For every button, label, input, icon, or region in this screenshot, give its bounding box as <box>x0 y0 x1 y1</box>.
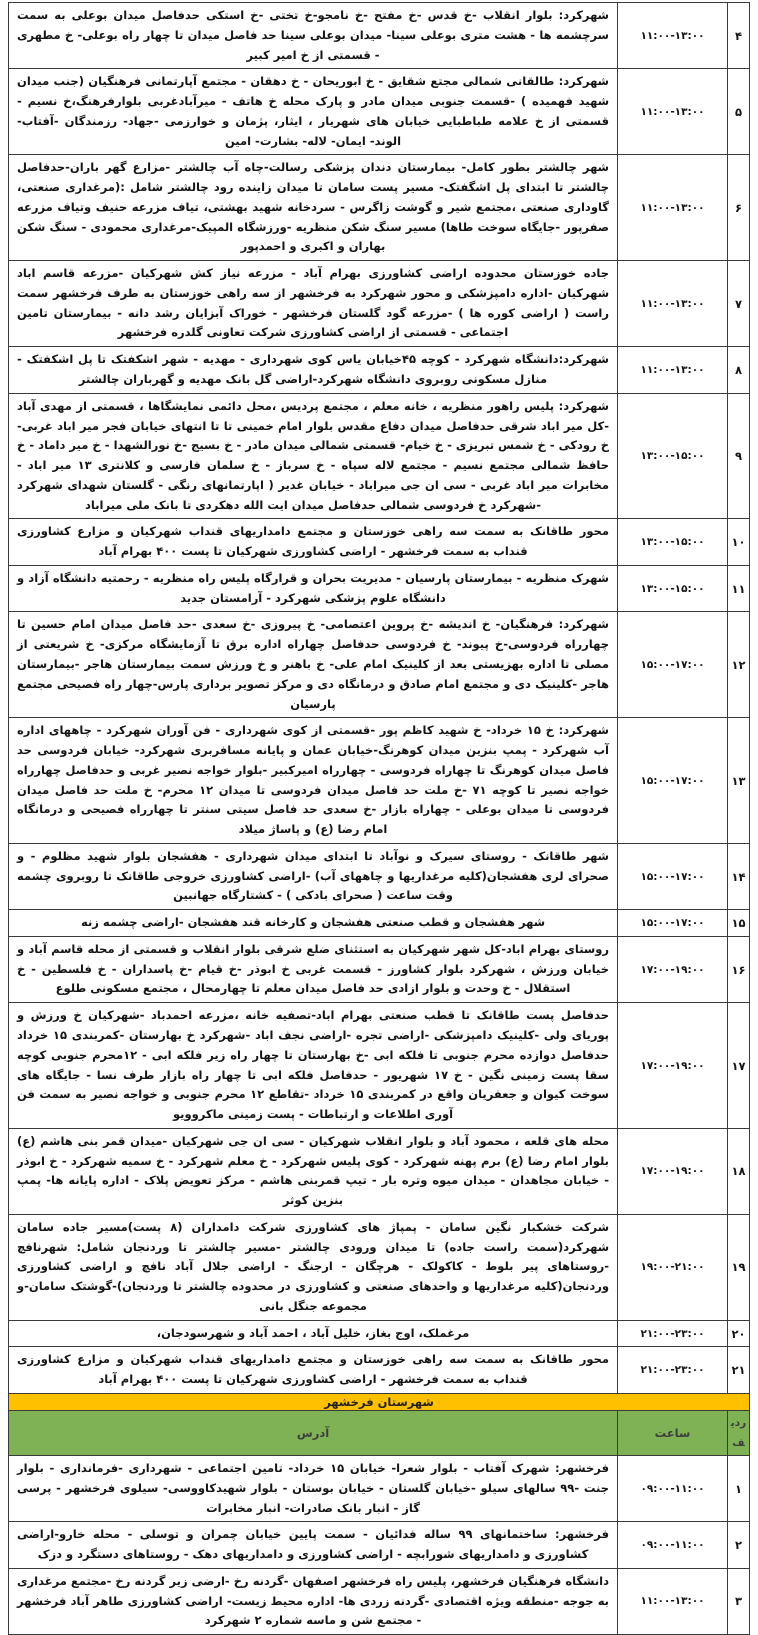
table-row <box>9 843 750 909</box>
row-number-cell: ۱۵ <box>728 910 750 937</box>
row-number-cell: ۱۹ <box>728 1214 750 1320</box>
time-cell: ۰۹:۰۰-۱۱:۰۰ <box>618 1522 728 1569</box>
address-cell: حدفاصل پست طاقانک تا قطب صنعتی بهرام اباد-تصفیه خانه ،مزرعه احمدباد -شهرکیان خ ورزش و پوریای ولی -کلینیک دامپزشکی -اراضی تجره -اراضی نجف اباد -شهرکرد خ بهارستان -کمربندی ۱۵ خرداد حدفاصل دوازده محرم جنوبی تا فلکه ابی -خ بهارستان تا چهار راه زیر فلکه ابی - ۱۲محرم جنوبی کوچه سقا پست زمینی نگین - خ ۱۷ شهریور - حدفاصل فلکه ابی تا چهار راه بازار طرف نسا - جایگاه های سوخت کیوان و جعفریان واقع در کمربندی ۱۵ خرداد -تقاطع ۱۲ محرم جنوبی و خواجه نصیر به سمت فن آوری اطلاعات و ارتباطات - پست زمینی ماکروویو <box>9 1003 618 1129</box>
section-band-row <box>9 1394 750 1411</box>
time-cell: ۱۵:۰۰-۱۷:۰۰ <box>618 718 728 844</box>
time-cell: ۱۱:۰۰-۱۳:۰۰ <box>618 3 728 69</box>
time-cell: ۱۱:۰۰-۱۳:۰۰ <box>618 261 728 347</box>
time-cell: ۰۹:۰۰-۱۱:۰۰ <box>618 1456 728 1522</box>
row-number-cell: ۱۴ <box>728 843 750 909</box>
time-cell: ۱۳:۰۰-۱۵:۰۰ <box>618 565 728 612</box>
address-cell: شهرکرد: پلیس راهور منظریه ، خانه معلم ، مجتمع پردیس ،محل دائمی نمایشگاها ، قسمتی از مهدی آباد -کل میر اباد شرقی حدفاصل میدان دفاع مقدس بلوار امام خمینی تا تا انتهای خیابان فجر میر اباد غربی-خ رودکی - خ شمس تبریزی - خ خیام- قسمتی شمالی میدان مادر - خ بسیج -خ نورالشهدا - خ میر داماد - خ حافظ شمالی مجتمع نسیم - مجتمع لاله سپاه - خ سرباز - خ سلمان فارسی و کلانتری ۱۳ میر اباد - مخابرات میر اباد غربی - سی ان جی میراباد - خیابان غدیر ( اپارتمانهای رنگی - گلستان شهدای شهرکرد -شهرکرد خ فردوسی شمالی حدفاصل میدان ایت الله دهکردی تا بانک ملی میراباد <box>9 393 618 519</box>
time-cell: ۱۳:۰۰-۱۵:۰۰ <box>618 519 728 566</box>
address-cell: شهرکرد: طالقانی شمالی مجتع شقایق - خ ابوریحان - خ دهقان - مجتمع آپارتمانی فرهنگیان (جنب میدان شهید فهمیده ) -قسمت جنوبی میدان مادر و پارک محله خ هاتف - میرآبادغربی بلوارفرهنگ،خ نسیم - قسمتی از خ علامه طباطبایی خیابان های شهریار ، ایثار، پژمان و خوارزمی -جهاد- رزمندگان -آفتاب- الوند- ایمان- لاله- بشارت- امین <box>9 69 618 155</box>
table-row <box>9 1214 750 1320</box>
row-number-cell: ۱۲ <box>728 612 750 718</box>
row-number-cell: ۲ <box>728 1522 750 1569</box>
table-row <box>9 565 750 612</box>
address-cell: شهرکرد: فرهنگیان- خ اندیشه -خ پروین اعتصامی- خ پیروزی -خ سعدی -حد فاصل میدان امام حسین تا چهارراه فردوسی-خ پیوند- خ فردوسی حدفاصل چهاراه اداره برق تا آزمایشگاه مرکزی- خ شریعتی از مصلی تا اداره بهزیستی بعد از کلینیک امام علی- خ باهنر و خ ورزش سمت بیمارستان هاجر -بیمارستان هاجر -کلینیک دی و مجتمع امام صادق و درمانگاه دی و مرکز تصویر برداری پارس-چهار راه فصیحی مجتمع پارسیان <box>9 612 618 718</box>
table-row <box>9 1456 750 1522</box>
row-number-cell: ۱۸ <box>728 1128 750 1214</box>
table-row <box>9 393 750 519</box>
row-number-cell: ۳ <box>728 1568 750 1634</box>
address-cell: مرغملک، اوج بغاز، خلیل آباد ، احمد آباد و شهرسودجان، <box>9 1320 618 1347</box>
shahrekord-section <box>9 3 750 1394</box>
time-cell: ۱۱:۰۰-۱۳:۰۰ <box>618 69 728 155</box>
address-cell: فرخشهر: ساختمانهای ۹۹ ساله فدائیان - سمت پایین خیابان چمران و توسلی - محله خارو-اراضی کشاورزی و دامداریهای شورابچه - اراضی کشاورزی و دامداریهای دهک - روستاهای دستگرد و دزک <box>9 1522 618 1569</box>
table-row <box>9 69 750 155</box>
farrokhshahr-section <box>9 1456 750 1635</box>
address-cell: شهرک منظریه - بیمارستان پارسیان - مدیریت بحران و قرارگاه پلیس راه منظریه - رحمتیه دانشگاه آزاد و دانشگاه علوم پزشکی شهرکرد - آرامستان جدید <box>9 565 618 612</box>
row-number-cell: ۱۷ <box>728 1003 750 1129</box>
address-cell: محور طاقانک به سمت سه راهی خوزستان و مجتمع دامداریهای قنداب شهرکیان و مزارع کشاورزی قنداب به سمت فرخشهر - اراضی کشاورزی شهرکیان تا پست ۴۰۰ بهرام آباد <box>9 519 618 566</box>
row-number-cell: ۱ <box>728 1456 750 1522</box>
table-row <box>9 1347 750 1394</box>
address-cell: شهرکرد: خ ۱۵ خرداد- خ شهید کاظم پور -قسمتی از کوی شهرداری - فن آوران شهرکرد - چاههای اداره آب شهرکرد - پمپ بنزین میدان کوهرنگ-خیابان عمان و پایانه مسافربری شهرکرد- خیابان فردوسی حد فاصل میدان کوهرنگ تا چهاراه فردوسی - چهارراه امیرکبیر -بلوار خواجه نصیر غربی و حدفاصل چهارراه خواجه نصیر تا کوچه ۷۱ -خ ملت حد فاصل میدان فردوسی تا میدان ۱۲ محرم- خ ملت حد فاصل میدان فردوسی تا میدان بوعلی - چهاراه بازار -خ سعدی حد فاصل سیتی سنتر تا چهارراه فصیحی و درمانگاه امام رضا (ع) و پاساژ میلاد <box>9 718 618 844</box>
time-cell: ۱۷:۰۰-۱۹:۰۰ <box>618 1128 728 1214</box>
row-number-cell: ۱۳ <box>728 718 750 844</box>
row-number-cell: ۶ <box>728 155 750 261</box>
address-cell: جاده خوزستان محدوده اراضی کشاورزی بهرام آباد - مزرعه نیاز کش شهرکیان -مزرعه قاسم اباد شهرکیان -اداره دامپزشکی و محور شهرکرد به فرخشهر از سه راهی خوزستان به طرف فرخشهر سمت راست ( اراضی کوره ها ) -مزرعه گود گلستان فرخشهر - خوراک آبزایان رشد دانه - بیمارستان تامین اجتماعی - قسمتی از اراضی کشاورزی شرکت تعاونی گلدره فرخشهر <box>9 261 618 347</box>
row-number-cell: ۸ <box>728 347 750 394</box>
time-cell: ۱۳:۰۰-۱۵:۰۰ <box>618 393 728 519</box>
address-cell: شهر طاقانک - روستای سیرک و نوآباد تا ابتدای میدان شهرداری - هفشجان بلوار شهید مظلوم - و صحرای لری هفشجان(کلیه مرغداریها و چاههای آب) -اراضی کشاورزی خروجی طاقانک تا روبروی چشمه وقت ساعت ( صحرای بادکی ) - کشتارگاه جهانبین <box>9 843 618 909</box>
time-cell: ۱۷:۰۰-۱۹:۰۰ <box>618 1003 728 1129</box>
address-cell: محله های قلعه ، محمود آباد و بلوار انقلاب شهرکیان - سی ان جی شهرکیان -میدان قمر بنی هاشم (ع) بلوار امام رضا (ع) برم پهنه شهرکرد - کوی پلیس شهرکرد - خ معلم شهرکرد - خ سمیه شهرکرد - خ ابوذر - خیابان مجاهدان - میدان میوه وتره بار - تیپ قمربنی هاشم - مرکز تعویض پلاک - اداره پایانه ها- پمپ بنزین کوثر <box>9 1128 618 1214</box>
table-row <box>9 718 750 844</box>
time-cell: ۱۷:۰۰-۱۹:۰۰ <box>618 936 728 1002</box>
table-row <box>9 347 750 394</box>
outage-schedule-table <box>8 2 750 1635</box>
table-row <box>9 1568 750 1634</box>
table-row <box>9 261 750 347</box>
column-header-row <box>9 1411 750 1456</box>
row-number-cell: ۷ <box>728 261 750 347</box>
address-cell: شرکت خشکبار نگین سامان - پمپاژ های کشاورزی شرکت دامداران (۸ پست)مسیر جاده سامان شهرکرد(سمت راست جاده) تا میدان ورودی چالشتر -مسیر چالشتر تا وردنجان شامل: شهرنافچ -روستاهای پیر بلوط - کاکولک - هرچگان - ارجنگ - اراضی جلال آباد نافچ و اراضی کشاورزی وردنجان(کلیه مرغداریها و واحدهای صنعتی و کشاورزی در محدوده چالشتر تا وردنجان)-گوشتک سامان-و مجموعه جنگل بانی <box>9 1214 618 1320</box>
time-cell: ۲۱:۰۰-۲۳:۰۰ <box>618 1347 728 1394</box>
row-number-cell: ۵ <box>728 69 750 155</box>
address-cell: فرخشهر: شهرک آفتاب - بلوار شعرا- خیابان ۱۵ خرداد- تامین اجتماعی - شهرداری -فرمانداری - بلوار جنت -۹۹ سالهای سیلو -خیابان گلستان - خیابان بوستان - بلوار شهیدکاووسی- سیلوی فرخشهر - پرسی گاز - انبار بانک صادرات- انبار مخابرات <box>9 1456 618 1522</box>
page <box>0 2 758 1628</box>
table-row <box>9 910 750 937</box>
table-row <box>9 1522 750 1569</box>
time-cell: ۱۱:۰۰-۱۳:۰۰ <box>618 155 728 261</box>
address-cell: شهر چالشتر بطور کامل- بیمارستان دندان پزشکی رسالت-چاه آب چالشتر -مزارع گهر باران-حدفاصل چالشتر تا ابتدای پل اشگفتک- مسیر پست سامان تا میدان زاینده رود چالشتر شامل :(مرغداری صنعتی، گاوداری صنعتی ،مجتمع شیر و گوشت زاگرس - سردخانه شهید بهشتی، تیاف مزرعه حنیف وتیاف مزرعه صفرپور -جایگاه سوخت طاها) مسیر سنگ شکن منظریه -ورزشگاه المپیک-مرغداری محمودی - سنگ شکن بهاران و اکبری و احمدپور <box>9 155 618 261</box>
row-number-cell: ۱۶ <box>728 936 750 1002</box>
farrokhshahr-headers <box>9 1394 750 1456</box>
address-cell: شهرکرد:دانشگاه شهرکرد - کوچه ۴۵خیابان یاس کوی شهرداری - مهدیه - شهر اشکفتک تا پل اشکفتک - منازل مسکونی روبروی دانشگاه شهرکرد-اراضی گل بانک مهدیه و گهرباران چالشتر <box>9 347 618 394</box>
time-cell: ۱۱:۰۰-۱۳:۰۰ <box>618 347 728 394</box>
row-number-cell: ۱۱ <box>728 565 750 612</box>
time-cell: ۱۵:۰۰-۱۷:۰۰ <box>618 843 728 909</box>
column-header-address: آدرس <box>9 1411 618 1456</box>
time-cell: ۱۵:۰۰-۱۷:۰۰ <box>618 910 728 937</box>
table-row <box>9 519 750 566</box>
table-row <box>9 1128 750 1214</box>
table-row <box>9 155 750 261</box>
address-cell: شهر هفشجان و قطب صنعتی هفشجان و کارخانه قند هفشجان -اراضی چشمه زنه <box>9 910 618 937</box>
section-header-farrokhshahr: شهرستان فرخشهر <box>9 1394 750 1411</box>
time-cell: ۱۱:۰۰-۱۳:۰۰ <box>618 1568 728 1634</box>
table-row <box>9 1003 750 1129</box>
row-number-cell: ۱۰ <box>728 519 750 566</box>
table-row <box>9 936 750 1002</box>
address-cell: دانشگاه فرهنگیان فرخشهر، پلیس راه فرخشهر اصفهان -گردنه رخ -ارضی زیر گردنه رخ -مجتمع مرغداری به جوجه -منطقه ویژه اقتصادی -گردنه زردی ها- اداره محیط زیست- اراضی کشاورزی طاهر آباد فرخشهر - مجتمع شن و ماسه شماره ۲ شهرکرد <box>9 1568 618 1634</box>
address-cell: روستای بهرام اباد-کل شهر شهرکیان به استثنای ضلع شرقی بلوار انقلاب و قسمتی از محله قاسم آباد و خیابان ورزش ، شهرکرد بلوار کشاورز - قسمت غربی خ ابوذر -خ قیام -خ پاسداران - خ فلسطین - خ استقلال - خ وحدت و بلوار ازادی حد فاصل میدان معلم تا چهارمحال ، مجتمع مسکونی طلوع <box>9 936 618 1002</box>
row-number-cell: ۴ <box>728 3 750 69</box>
time-cell: ۱۹:۰۰-۲۱:۰۰ <box>618 1214 728 1320</box>
address-cell: محور طاقانک به سمت سه راهی خوزستان و مجتمع دامداریهای قنداب شهرکیان و مزارع کشاورزی قنداب به سمت فرخشهر - اراضی کشاورزی شهرکیان تا پست ۴۰۰ بهرام آباد <box>9 1347 618 1394</box>
row-number-cell: ۲۱ <box>728 1347 750 1394</box>
column-header-time: ساعت <box>618 1411 728 1456</box>
time-cell: ۲۱:۰۰-۲۳:۰۰ <box>618 1320 728 1347</box>
table-row <box>9 1320 750 1347</box>
address-cell: شهرکرد: بلوار انقلاب -خ قدس -خ مفتح -خ نامجو-خ تختی -خ استکی حدفاصل میدان بوعلی به سمت سرچشمه ها - هشت متری بوعلی سینا- میدان بوعلی سینا حد فاصل میدان تا چهار راه بوعلی- خ مطهری - قسمتی از خ امیر کبیر <box>9 3 618 69</box>
row-number-cell: ۹ <box>728 393 750 519</box>
column-header-row-number: ردیف <box>728 1411 750 1456</box>
time-cell: ۱۵:۰۰-۱۷:۰۰ <box>618 612 728 718</box>
table-row <box>9 3 750 69</box>
row-number-cell: ۲۰ <box>728 1320 750 1347</box>
table-row <box>9 612 750 718</box>
